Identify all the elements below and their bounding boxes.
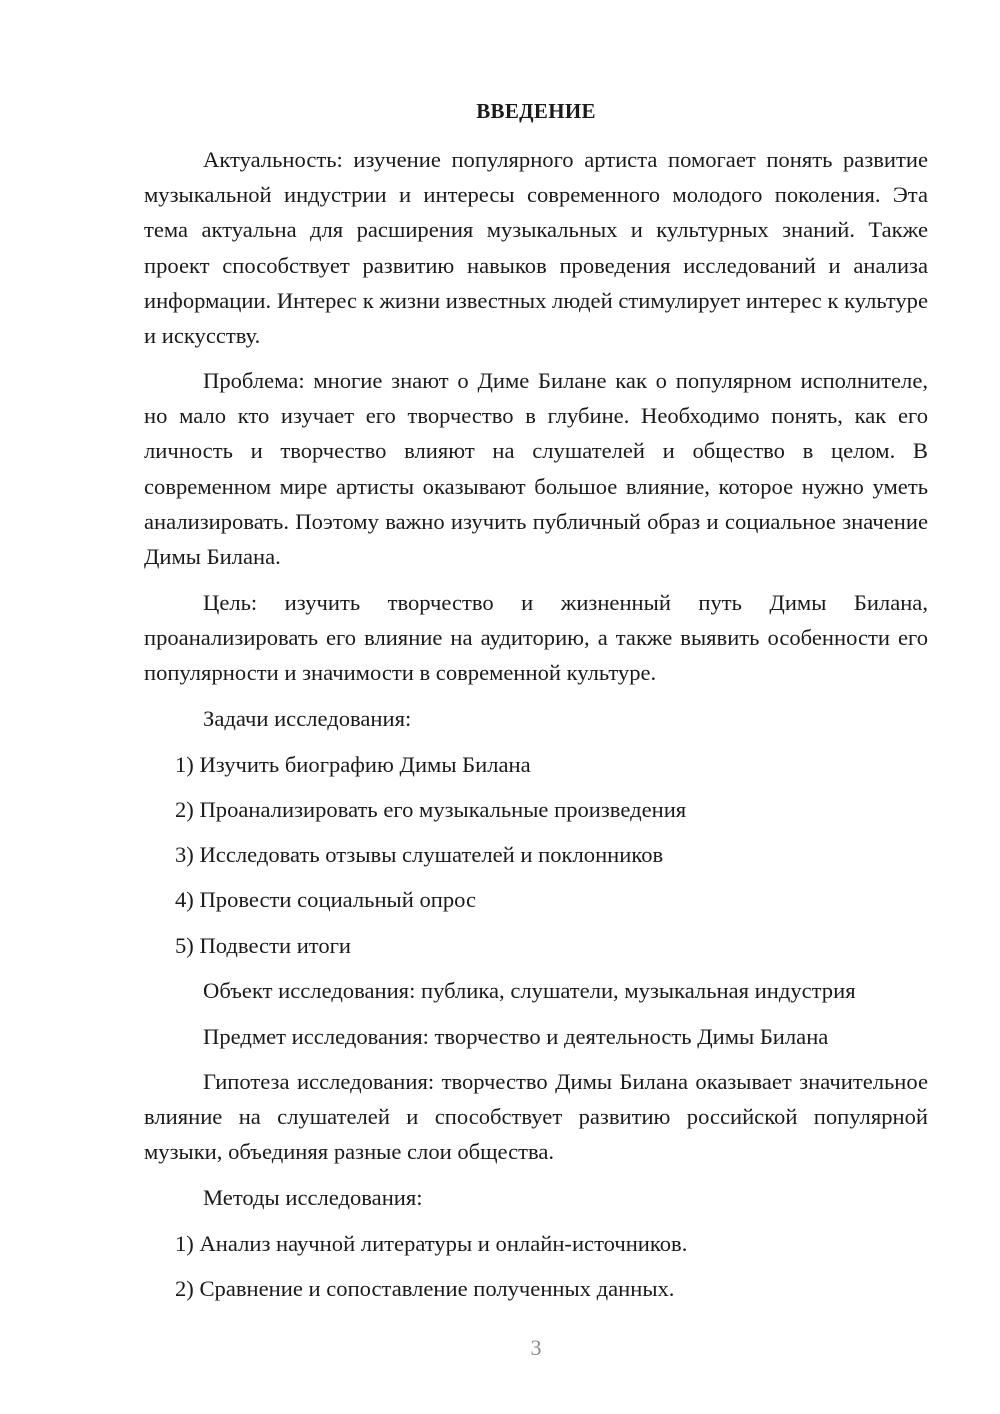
tasks-title: Задачи исследования: bbox=[203, 706, 412, 731]
task-item: 2) Проанализировать его музыкальные произведения bbox=[175, 797, 687, 822]
task-item: 5) Подвести итоги bbox=[175, 933, 352, 958]
problem-paragraph: Проблема: многие знают о Диме Билане как о популярном исполнителе, но мало кто изучает его творчество в глубине. Необходимо понять, как его личность и творчество влияют на слушателей и общество в целом. В современном мире артисты оказывают большое влияние, которое нужно уметь анализировать. Поэтому важно изучить публичный образ и социальное значение Димы Билана. bbox=[144, 368, 928, 570]
task-item: 4) Провести социальный опрос bbox=[175, 887, 477, 912]
page-number: 3 bbox=[530, 1335, 542, 1360]
section-heading: ВВЕДЕНИЕ bbox=[476, 99, 596, 123]
subject-line: Предмет исследования: творчество и деятельность Димы Билана bbox=[203, 1024, 829, 1049]
document-page bbox=[144, 0, 928, 1414]
task-item: 1) Изучить биографию Димы Билана bbox=[175, 752, 531, 777]
methods-title: Методы исследования: bbox=[203, 1185, 423, 1210]
hypothesis-paragraph: Гипотеза исследования: творчество Димы Билана оказывает значительное влияние на слушателей и способствует развитию российской популярной музыки, объединяя разные слои общества. bbox=[144, 1069, 928, 1165]
goal-paragraph: Цель: изучить творчество и жизненный путь Димы Билана, проанализировать его влияние на аудиторию, а также выявить особенности его популярности и значимости в современной культуре. bbox=[144, 590, 928, 686]
task-item: 3) Исследовать отзывы слушателей и поклонников bbox=[175, 842, 664, 867]
object-line: Объект исследования: публика, слушатели, музыкальная индустрия bbox=[203, 978, 856, 1003]
relevance-paragraph: Актуальность: изучение популярного артиста помогает понять развитие музыкальной индустрии и интересы современного молодого поколения. Эта тема актуальна для расширения музыкальных и культурных знаний. Также проект способствует развитию навыков проведения исследований и анализа информации. Интерес к жизни известных людей стимулирует интерес к культуре и искусству. bbox=[144, 147, 928, 349]
method-item: 1) Анализ научной литературы и онлайн-источников. bbox=[175, 1231, 688, 1256]
method-item: 2) Сравнение и сопоставление полученных данных. bbox=[175, 1276, 675, 1301]
